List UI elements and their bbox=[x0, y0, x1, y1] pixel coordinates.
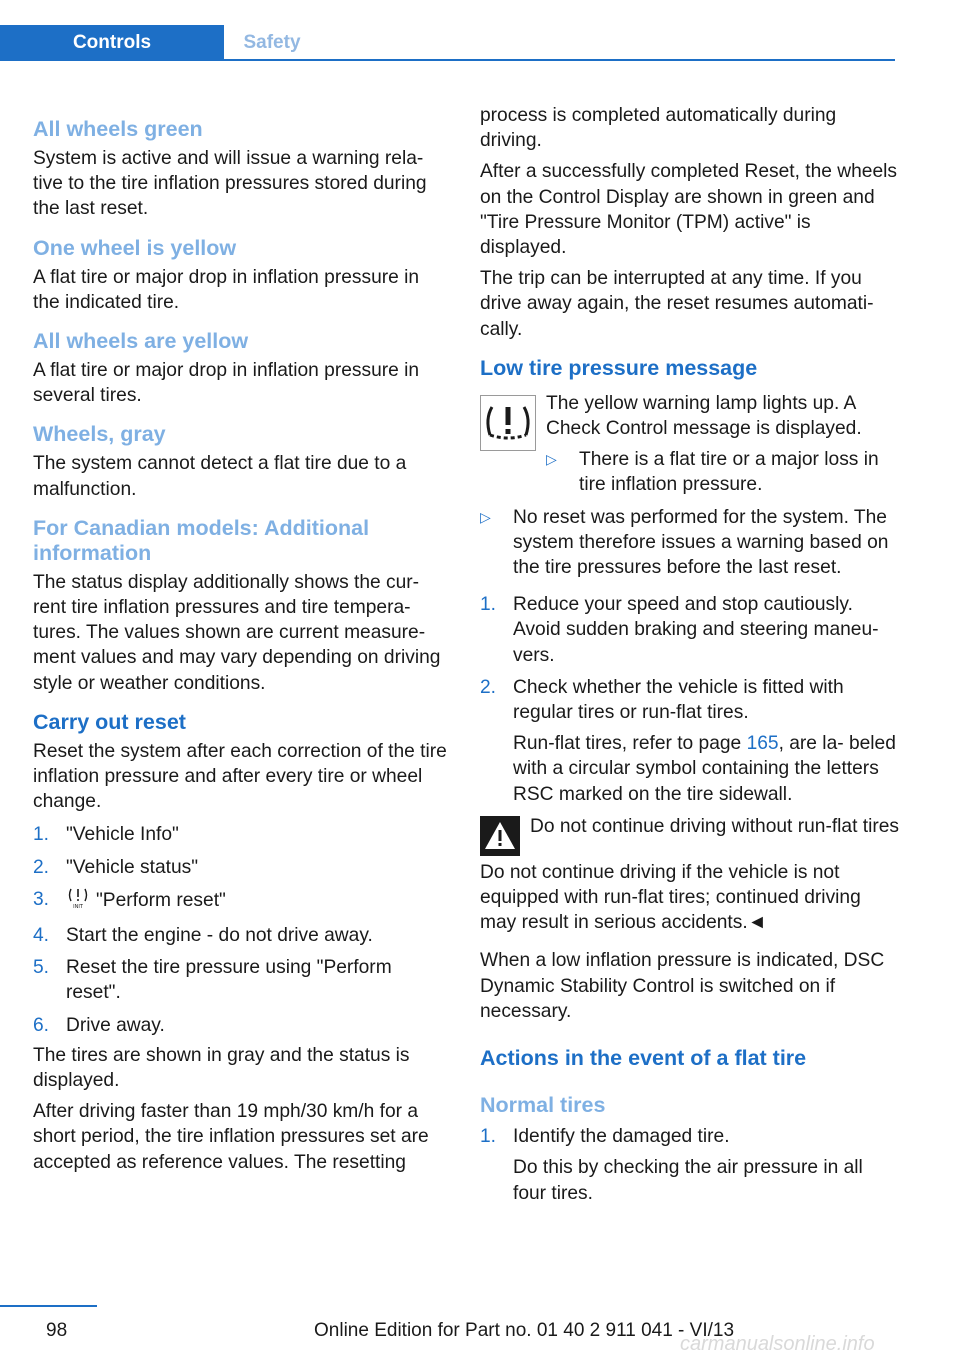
svg-text:INIT: INIT bbox=[73, 903, 83, 909]
right-column bbox=[480, 103, 900, 1213]
edition-text: Online Edition for Part no. 01 40 2 911 041 - VI/13 bbox=[314, 1320, 735, 1341]
para-all-wheels-yellow: A flat tire or major drop in inflation pressure in several tires. bbox=[33, 360, 420, 407]
para-reset-complete: process is completed automatically during driving. bbox=[480, 105, 837, 152]
para-dsc: When a low inflation pressure is indicated, DSC Dynamic Stability Control is switched on if necessary. bbox=[480, 950, 885, 1022]
left-column bbox=[33, 103, 451, 1175]
heading-low-tire-pressure: Low tire pressure message bbox=[480, 355, 758, 380]
heading-flat-tire-actions: Actions in the event of a flat tire bbox=[480, 1046, 807, 1071]
para-all-wheels-green: System is active and will issue a warning rela‐ tive to the tire inflation pressures stored during the last reset. bbox=[33, 148, 427, 220]
bullet-triangle-icon: ▷ bbox=[546, 451, 557, 468]
list-item: ▷ No reset was performed for the system. The system therefore issues a warning based on the tire pressures before the last reset. bbox=[480, 506, 889, 579]
heading-canadian-models: For Canadian models: Additional information bbox=[33, 515, 370, 565]
page-link-165[interactable]: 165 bbox=[746, 733, 779, 755]
warning-triangle-icon bbox=[480, 816, 520, 861]
para-wheels-gray: The system cannot detect a flat tire due to a malfunction. bbox=[33, 453, 407, 500]
para-canadian-models: The status display additionally shows the cur‐ rent tire inflation pressures and tire tempera‐ tures. The values shown are current measure‐ ment values and may vary depending on driving style or weather conditions. bbox=[33, 571, 441, 694]
tpm-init-icon bbox=[66, 887, 90, 916]
para-check-air-pressure: Do this by checking the air pressure in all four tires. bbox=[513, 1157, 863, 1204]
warning-lamp-block bbox=[480, 391, 900, 498]
lamp-bullets bbox=[546, 447, 900, 497]
heading-normal-tires: Normal tires bbox=[480, 1093, 606, 1118]
para-trip-interrupt: The trip can be interrupted at any time. If you drive away again, the reset resumes automati‐ cally. bbox=[480, 268, 874, 340]
para-run-flat-ref: Run-flat tires, refer to page 165, are la‐ beled with a circular symbol containing the letters RSC marked on the tire sidewall. bbox=[513, 733, 896, 805]
para-reset-success: After a successfully completed Reset, the wheels on the Control Display are shown in green and "Tire Pressure Monitor (TPM) active" is displayed. bbox=[480, 161, 897, 259]
bullet-triangle-icon: ▷ bbox=[480, 508, 491, 525]
para-tires-gray: The tires are shown in gray and the status is displayed. bbox=[33, 1044, 410, 1092]
warning-block bbox=[480, 814, 900, 856]
header-tabs bbox=[0, 25, 895, 61]
warning-title: Do not continue driving without run-flat tires bbox=[530, 815, 900, 837]
list-item: 2. Check whether the vehicle is fitted with regular tires or run-flat tires. Run-flat tires, refer to page 165, are la‐ beled with a circular symbol containing the letters RSC marked on the tire sidewall. bbox=[480, 675, 900, 807]
list-item: 1. Reduce your speed and stop cautiously. Avoid sudden braking and steering maneu‐ vers. bbox=[480, 594, 879, 666]
list-item: 4. Start the engine - do not drive away. bbox=[33, 925, 373, 947]
page-number: 98 bbox=[46, 1320, 68, 1341]
para-one-wheel-yellow: A flat tire or major drop in inflation pressure in the indicated tire. bbox=[33, 266, 420, 313]
para-reference-values: After driving faster than 19 mph/30 km/h for a short period, the tire inflation pressures set are accepted as reference values. The resetting bbox=[33, 1101, 429, 1173]
reset-bullets bbox=[480, 505, 900, 581]
heading-wheels-gray: Wheels, gray bbox=[33, 422, 166, 447]
tab-controls[interactable]: Controls bbox=[0, 25, 224, 61]
list-item: 1. "Vehicle Info" bbox=[33, 824, 179, 846]
tab-safety[interactable]: Safety bbox=[224, 25, 320, 61]
low-pressure-steps bbox=[480, 592, 900, 807]
para-carry-out-reset: Reset the system after each correction of the tire inflation pressure and after every tire or wheel change. bbox=[33, 740, 447, 813]
watermark: carmanualsonline.info bbox=[680, 1333, 875, 1355]
list-item: 1. Identify the damaged tire. Do this by checking the air pressure in all four tires. bbox=[480, 1124, 900, 1206]
list-item: ▷ There is a flat tire or a major loss in tire inflation pressure. bbox=[546, 449, 879, 496]
footer-rule bbox=[0, 1305, 97, 1307]
header-rule bbox=[0, 59, 895, 61]
normal-tire-steps bbox=[480, 1124, 900, 1206]
list-item: 6. Drive away. bbox=[33, 1014, 165, 1036]
heading-carry-out-reset: Carry out reset bbox=[33, 709, 186, 734]
tire-pressure-warning-icon bbox=[480, 395, 536, 456]
list-item: 3. INIT "Perform reset" bbox=[33, 887, 451, 916]
list-item: 5. Reset the tire pressure using "Perform reset". bbox=[33, 957, 392, 1004]
heading-all-wheels-yellow: All wheels are yellow bbox=[33, 329, 249, 354]
heading-all-wheels-green: All wheels green bbox=[33, 117, 203, 141]
reset-steps bbox=[33, 822, 451, 1037]
heading-one-wheel-yellow: One wheel is yellow bbox=[33, 235, 237, 260]
para-run-flat-warning: Do not continue driving if the vehicle is not equipped with run-flat tires; continued driving may result in serious accidents.◄ bbox=[480, 861, 861, 934]
para-yellow-lamp: The yellow warning lamp lights up. A Check Control message is displayed. bbox=[546, 392, 862, 440]
list-item: 2. "Vehicle status" bbox=[33, 856, 199, 878]
